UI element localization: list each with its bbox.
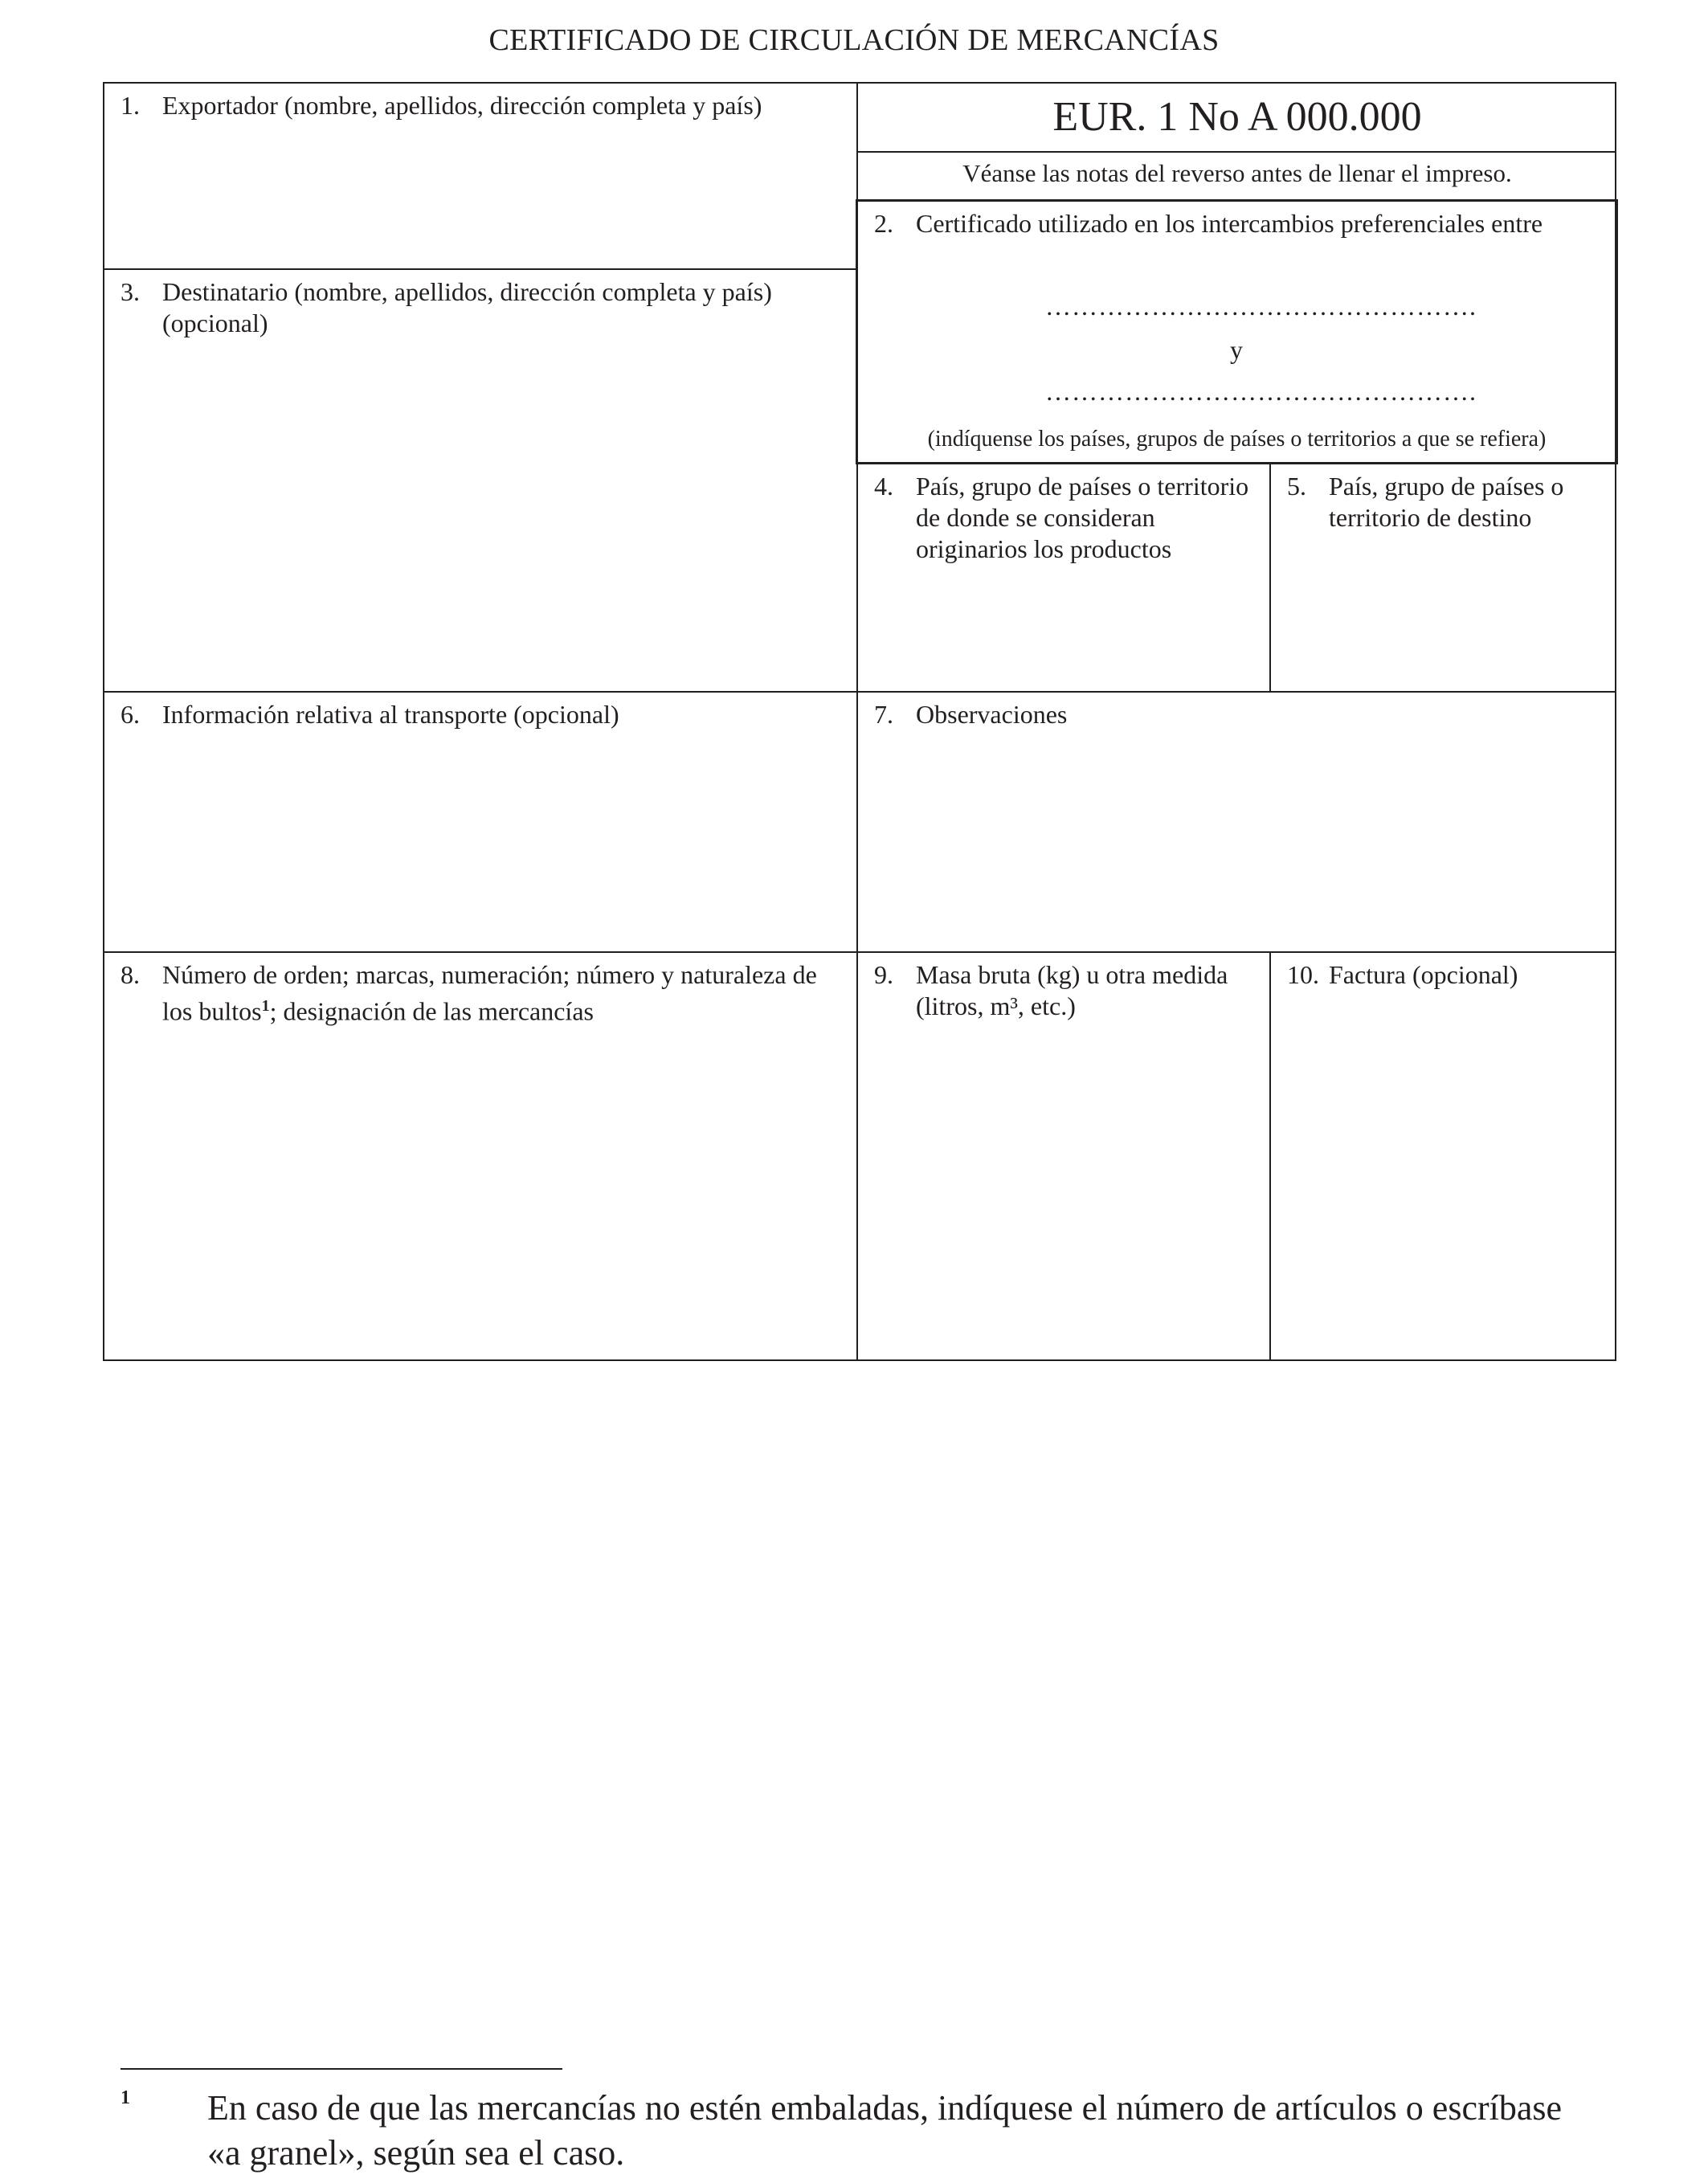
box-2-preferential-trade[interactable]: [856, 199, 1618, 464]
box-10-invoices[interactable]: [1269, 951, 1616, 1361]
box-10-number: 10.: [1287, 960, 1319, 989]
box-2-number: 2.: [874, 209, 893, 238]
box-4-label: País, grupo de países o territorio de donde se consideran originarios los productos: [916, 472, 1249, 563]
notes-instruction: Véanse las notas del reverso antes de llenar el impreso.: [962, 159, 1512, 187]
footnote-reference: 1: [261, 997, 270, 1015]
box-8-label: [162, 959, 844, 1028]
certificate-number: EUR. 1 No A 000.000: [1052, 94, 1422, 140]
footnote-text: En caso de que las mercancías no estén embaladas, indíquese el número de artículos o escríbase «a granel», según sea el caso.: [207, 2088, 1563, 2173]
box-2-country-a-dots: ………………………………………….: [1045, 292, 1477, 321]
box-8-label-part-b: ; designación de las mercancías: [269, 996, 594, 1026]
box-7-number: 7.: [874, 700, 893, 729]
box-6-label: Información relativa al transporte (opcional): [162, 700, 619, 729]
footnote-separator: [121, 2068, 562, 2070]
box-1-label: Exportador (nombre, apellidos, dirección completa y país): [162, 91, 762, 120]
box-7-label: Observaciones: [916, 700, 1068, 729]
box-8-label-part-a: Número de orden; marcas, numeración; número y naturaleza de los bultos: [162, 960, 817, 1026]
box-8-number: 8.: [121, 960, 140, 989]
box-3-consignee[interactable]: [104, 268, 858, 693]
box-6-transport-details[interactable]: [104, 691, 858, 953]
document-title: CERTIFICADO DE CIRCULACIÓN DE MERCANCÍAS: [488, 23, 1220, 57]
notes-instruction-box: [856, 151, 1616, 201]
box-1-number: 1.: [121, 91, 140, 120]
box-9-gross-mass[interactable]: [856, 951, 1271, 1361]
box-2-label: Certificado utilizado en los intercambios preferenciales entre: [916, 209, 1543, 238]
box-8-goods-description[interactable]: [104, 951, 858, 1361]
certificate-number-box: [856, 84, 1616, 153]
box-4-origin-country[interactable]: [856, 464, 1271, 693]
footnote-mark: 1: [121, 2087, 130, 2108]
box-2-country-b-dots: ………………………………………….: [1045, 377, 1477, 406]
box-2-connector: y: [1230, 335, 1244, 364]
box-10-label: Factura (opcional): [1329, 960, 1518, 989]
box-1-exporter[interactable]: [104, 84, 858, 270]
box-3-label: Destinatario (nombre, apellidos, dirección completa y país) (opcional): [162, 277, 772, 337]
box-2-hint: (indíquense los países, grupos de países o territorios a que se refiera): [927, 427, 1547, 452]
eur1-form: [103, 82, 1616, 1361]
box-7-remarks[interactable]: [856, 691, 1616, 953]
box-5-destination-country[interactable]: [1269, 464, 1616, 693]
box-3-number: 3.: [121, 277, 140, 306]
box-4-number: 4.: [874, 472, 893, 501]
box-9-label: Masa bruta (kg) u otra medida (litros, m³, etc.): [916, 960, 1228, 1020]
box-5-number: 5.: [1287, 472, 1306, 501]
box-6-number: 6.: [121, 700, 140, 729]
box-9-number: 9.: [874, 960, 893, 989]
box-5-label: País, grupo de países o territorio de destino: [1329, 472, 1564, 532]
